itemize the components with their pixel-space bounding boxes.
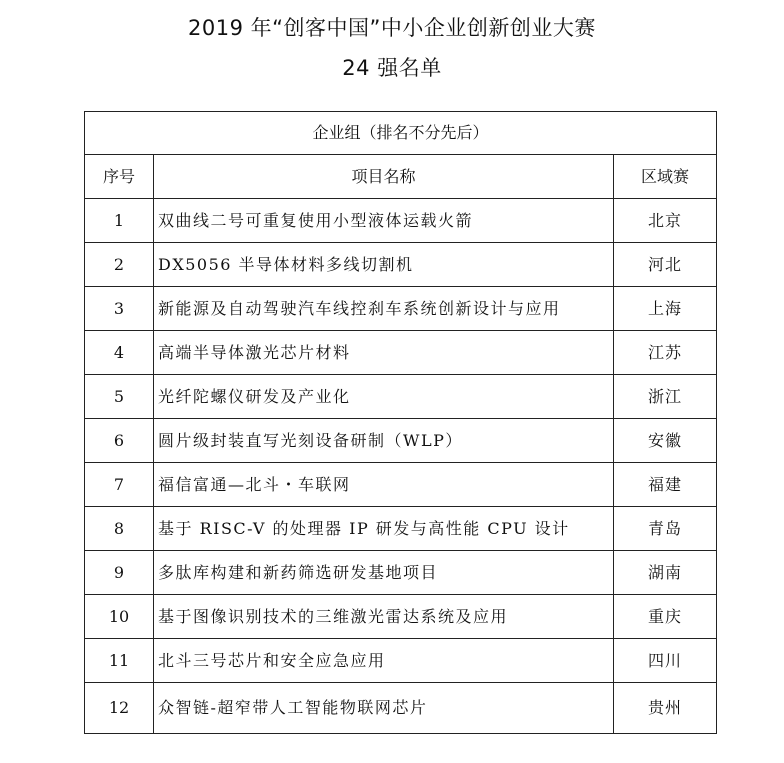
group-label: 企业组（排名不分先后） bbox=[85, 112, 717, 155]
region-name: 浙江 bbox=[614, 375, 717, 419]
region-name: 青岛 bbox=[614, 507, 717, 551]
row-number: 6 bbox=[85, 419, 154, 463]
column-header-name: 项目名称 bbox=[154, 155, 614, 199]
project-name: 光纤陀螺仪研发及产业化 bbox=[154, 375, 614, 419]
row-number: 7 bbox=[85, 463, 154, 507]
winners-table bbox=[84, 111, 717, 734]
region-name: 北京 bbox=[614, 199, 717, 243]
table-row bbox=[85, 507, 717, 551]
column-header-region: 区域赛 bbox=[614, 155, 717, 199]
document-title: 2019 年“创客中国”中小企业创新创业大赛 bbox=[188, 16, 596, 40]
row-number: 1 bbox=[85, 199, 154, 243]
row-number: 10 bbox=[85, 595, 154, 639]
table-row bbox=[85, 199, 717, 243]
row-number: 3 bbox=[85, 287, 154, 331]
row-number: 12 bbox=[85, 683, 154, 734]
region-name: 河北 bbox=[614, 243, 717, 287]
table-row bbox=[85, 375, 717, 419]
row-number: 8 bbox=[85, 507, 154, 551]
project-name: 双曲线二号可重复使用小型液体运载火箭 bbox=[154, 199, 614, 243]
row-number: 2 bbox=[85, 243, 154, 287]
project-name: 北斗三号芯片和安全应急应用 bbox=[154, 639, 614, 683]
group-header-row bbox=[85, 112, 717, 155]
table-row bbox=[85, 419, 717, 463]
region-name: 贵州 bbox=[614, 683, 717, 734]
region-name: 安徽 bbox=[614, 419, 717, 463]
row-number: 4 bbox=[85, 331, 154, 375]
region-name: 江苏 bbox=[614, 331, 717, 375]
project-name: 圆片级封装直写光刻设备研制（WLP） bbox=[154, 419, 614, 463]
project-name: 基于 RISC-V 的处理器 IP 研发与高性能 CPU 设计 bbox=[154, 507, 614, 551]
project-name: 众智链-超窄带人工智能物联网芯片 bbox=[154, 683, 614, 734]
table-row bbox=[85, 683, 717, 734]
region-name: 重庆 bbox=[614, 595, 717, 639]
region-name: 福建 bbox=[614, 463, 717, 507]
column-header-row bbox=[85, 155, 717, 199]
region-name: 四川 bbox=[614, 639, 717, 683]
table-row bbox=[85, 639, 717, 683]
table-row bbox=[85, 551, 717, 595]
project-name: 多肽库构建和新药筛选研发基地项目 bbox=[154, 551, 614, 595]
project-name: 福信富通—北斗・车联网 bbox=[154, 463, 614, 507]
column-header-no: 序号 bbox=[85, 155, 154, 199]
table-row bbox=[85, 331, 717, 375]
table-row bbox=[85, 287, 717, 331]
region-name: 湖南 bbox=[614, 551, 717, 595]
table-row bbox=[85, 595, 717, 639]
row-number: 11 bbox=[85, 639, 154, 683]
table-row bbox=[85, 463, 717, 507]
project-name: DX5056 半导体材料多线切割机 bbox=[154, 243, 614, 287]
row-number: 5 bbox=[85, 375, 154, 419]
project-name: 新能源及自动驾驶汽车线控刹车系统创新设计与应用 bbox=[154, 287, 614, 331]
table-row bbox=[85, 243, 717, 287]
region-name: 上海 bbox=[614, 287, 717, 331]
project-name: 基于图像识别技术的三维激光雷达系统及应用 bbox=[154, 595, 614, 639]
project-name: 高端半导体激光芯片材料 bbox=[154, 331, 614, 375]
row-number: 9 bbox=[85, 551, 154, 595]
document-subtitle: 24 强名单 bbox=[342, 56, 442, 80]
